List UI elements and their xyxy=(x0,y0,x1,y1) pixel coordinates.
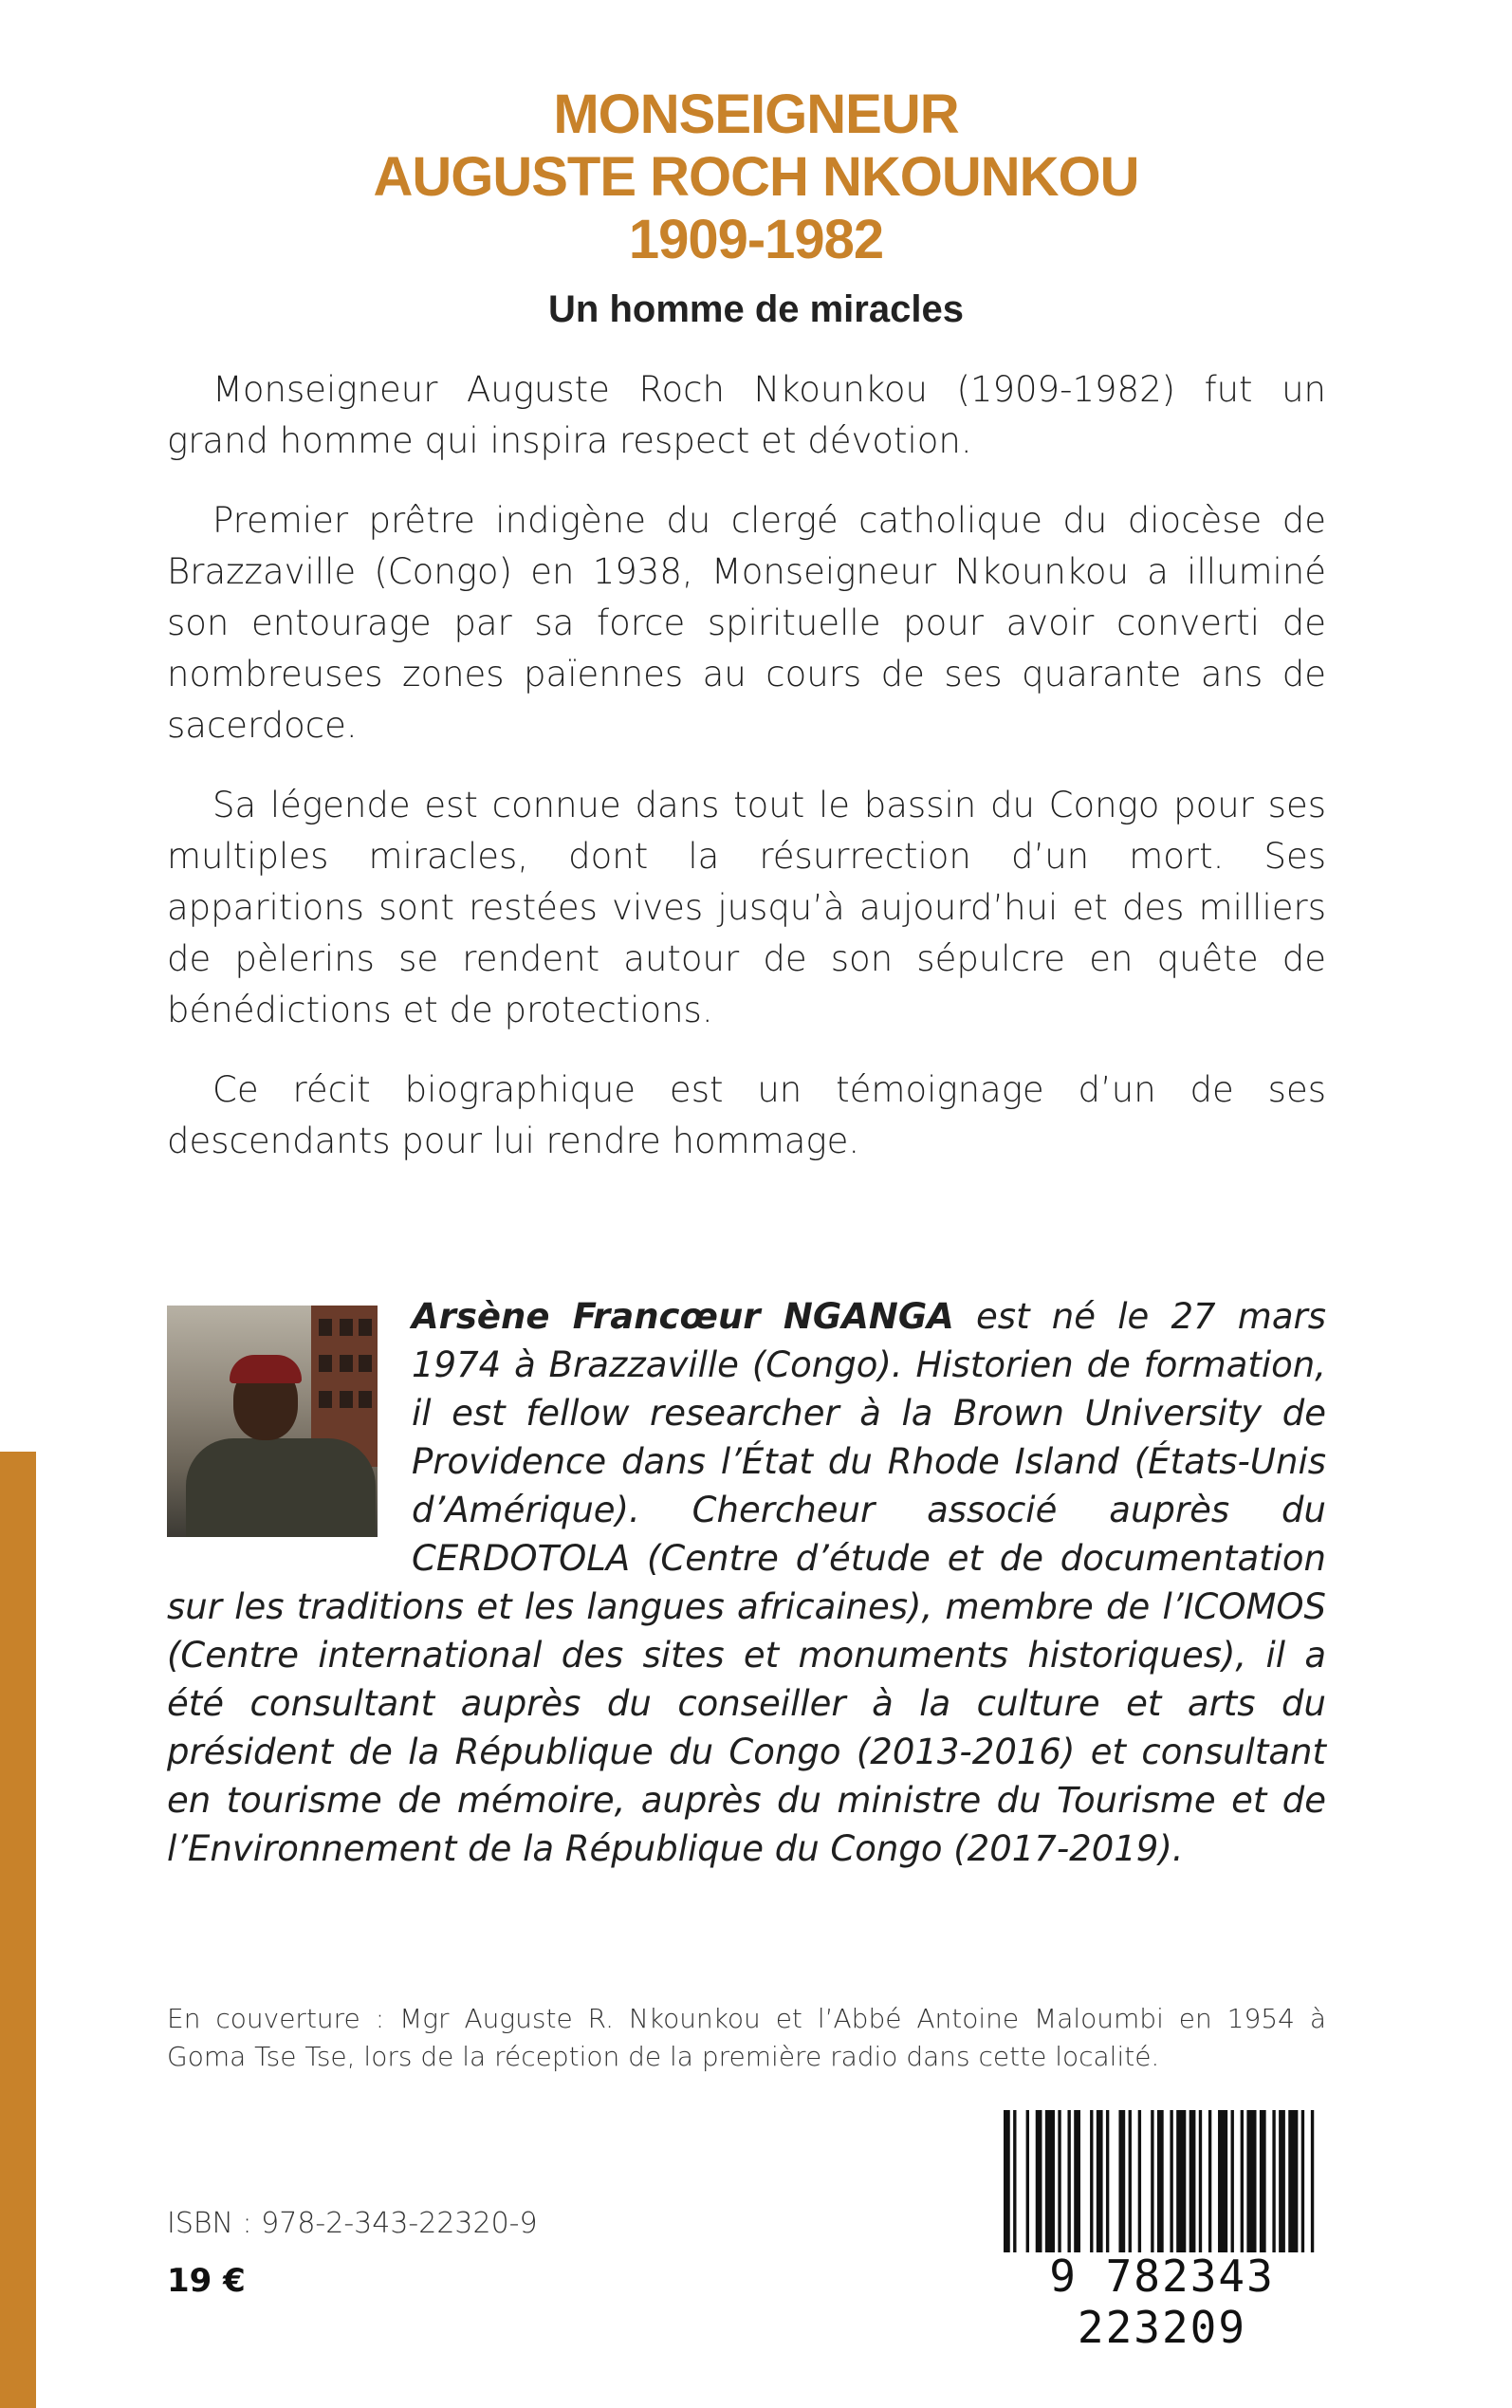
barcode-bar xyxy=(1106,2110,1109,2252)
barcode-bar xyxy=(1129,2110,1132,2252)
summary-paragraph-4: Ce récit biographique est un témoignage d’un de ses descendants pour lui rendre hommage. xyxy=(167,1069,1326,1161)
barcode-bar xyxy=(1118,2110,1125,2252)
barcode-bar xyxy=(1311,2110,1314,2252)
barcode-bar xyxy=(1097,2110,1103,2252)
barcode-bar xyxy=(1272,2110,1275,2252)
author-photo xyxy=(167,1306,378,1537)
barcode-bar xyxy=(1260,2110,1266,2252)
barcode-bar xyxy=(1036,2110,1042,2252)
barcode-bar xyxy=(1208,2110,1211,2252)
author-bio-text: est né le 27 mars 1974 à Brazzaville (Congo). Historien de formation, il est fellow researcher à la Brown University de Providence dans l’État du Rhode Island (États-Unis d’Amérique). Chercheur associé auprès du CERDOTOLA (Centre d’étude et de documentation sur les traditions et les langues africaines), membre de l’ICOMOS (Centre international des sites et monuments historiques), il a été consultant auprès du conseiller à la culture et arts du président de la République du Congo (2013-2016) et consultant en tourisme de mémoire, auprès du ministre du Tourisme et de l’Environnement de la République du Congo (2017-2019). xyxy=(167,1296,1326,1869)
barcode-bar xyxy=(1301,2110,1304,2252)
barcode xyxy=(998,2110,1326,2252)
summary-paragraph-3: Sa légende est connue dans tout le bassin du Congo pour ses multiples miracles, dont la résurrection d’un mort. Ses apparitions sont restées vives jusqu’à aujourd’hui et des milliers de pèlerins se rendent autour de son sépulcre en quête de bénédictions et de protections. xyxy=(167,785,1326,1030)
barcode-bar xyxy=(1288,2110,1298,2252)
title-line-3: 1909-1982 xyxy=(628,209,884,270)
title-block xyxy=(0,83,1512,332)
barcode-bar xyxy=(1157,2110,1164,2252)
barcode-bar xyxy=(1189,2110,1196,2252)
summary-paragraph-1: Monseigneur Auguste Roch Nkounkou (1909-1982) fut un grand homme qui inspira respect et dévotion. xyxy=(167,369,1326,461)
isbn: ISBN : 978-2-343-22320-9 xyxy=(167,2207,538,2240)
barcode-bar xyxy=(1279,2110,1285,2252)
cover-credit: En couverture : Mgr Auguste R. Nkounkou et l’Abbé Antoine Maloumbi en 1954 à Goma Tse Tse, lors de la réception de la première radio dans cette localité. xyxy=(167,2003,1326,2072)
side-accent-bar xyxy=(0,1452,36,2408)
title-line-1: MONSEIGNEUR xyxy=(553,83,959,145)
title-line-2: AUGUSTE ROCH NKOUNKOU xyxy=(373,146,1139,208)
barcode-bar xyxy=(1045,2110,1055,2252)
author-name: Arsène Francœur NGANGA xyxy=(412,1296,954,1337)
subtitle: Un homme de miracles xyxy=(548,288,964,330)
barcode-bar xyxy=(1218,2110,1227,2252)
barcode-bar xyxy=(1231,2110,1234,2252)
barcode-bar xyxy=(1199,2110,1202,2252)
barcode-bar xyxy=(1026,2110,1029,2252)
barcode-bar xyxy=(1074,2110,1080,2252)
barcode-bar xyxy=(1170,2110,1172,2252)
barcode-bar xyxy=(1004,2110,1010,2252)
barcode-bar xyxy=(1013,2110,1016,2252)
barcode-bar xyxy=(1176,2110,1186,2252)
barcode-bar xyxy=(1138,2110,1141,2252)
summary-text xyxy=(167,364,1326,1195)
barcode-bar xyxy=(1246,2110,1256,2252)
author-bio xyxy=(167,1292,1326,1873)
barcode-bar xyxy=(1058,2110,1060,2252)
price: 19 € xyxy=(167,2262,246,2300)
barcode-bar xyxy=(1067,2110,1070,2252)
summary-paragraph-2: Premier prêtre indigène du clergé catholique du diocèse de Brazzaville (Congo) en 1938, Monseigneur Nkounkou a illuminé son entourage par sa force spirituelle pour avoir converti de nombreuses zones païennes au cours de ses quarante ans de sacerdoce. xyxy=(167,500,1326,746)
barcode-digits: 9 782343 223209 xyxy=(1049,2251,1275,2353)
barcode-bar xyxy=(1090,2110,1093,2252)
barcode-bar xyxy=(1241,2110,1244,2252)
barcode-bar xyxy=(1151,2110,1153,2252)
